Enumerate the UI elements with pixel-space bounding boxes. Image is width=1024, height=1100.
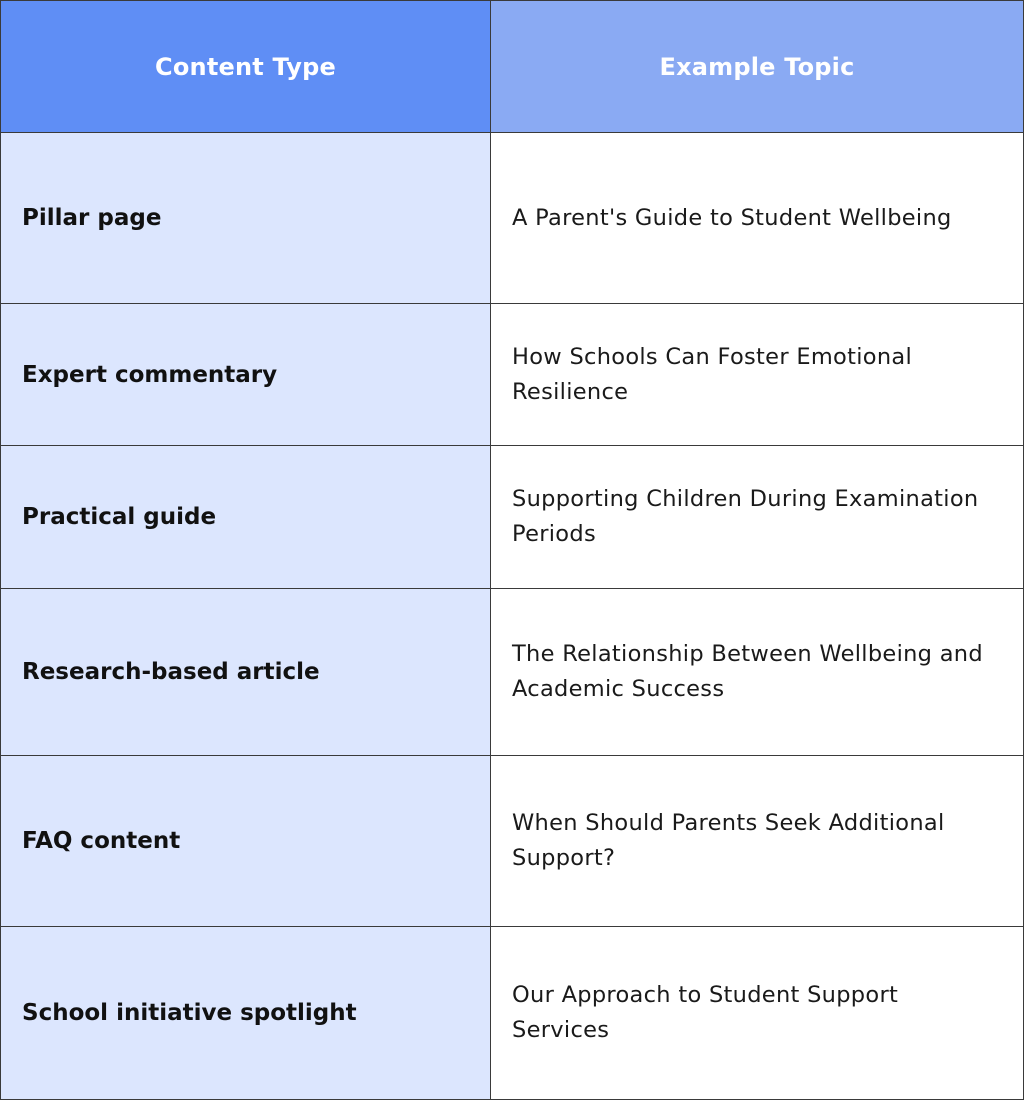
example-topic-text: Our Approach to Student Support Services xyxy=(512,982,899,1043)
content-type-label: Pillar page xyxy=(22,205,162,231)
header-example-topic xyxy=(491,0,1024,133)
content-type-label: School initiative spotlight xyxy=(22,1000,357,1026)
example-topic-text: A Parent's Guide to Student Wellbeing xyxy=(512,204,952,231)
table-row-topic xyxy=(491,589,1024,756)
header-label: Example Topic xyxy=(659,52,855,81)
table-row-topic xyxy=(491,133,1024,304)
header-content-type xyxy=(0,0,491,133)
table-row-topic xyxy=(491,304,1024,446)
header-label: Content Type xyxy=(155,52,336,81)
table-row-topic xyxy=(491,446,1024,589)
content-type-label: FAQ content xyxy=(22,828,181,854)
table-row-type xyxy=(0,304,491,446)
content-type-label: Expert commentary xyxy=(22,361,278,388)
table-row-type xyxy=(0,133,491,304)
example-topic-text: The Relationship Between Wellbeing and Academic Success xyxy=(512,641,983,702)
content-type-label: Practical guide xyxy=(22,504,217,530)
example-topic-text: When Should Parents Seek Additional Support? xyxy=(512,810,945,871)
table-row-topic xyxy=(491,927,1024,1100)
table-row-topic xyxy=(491,756,1024,927)
table-row-type xyxy=(0,589,491,756)
example-topic-text: How Schools Can Foster Emotional Resilience xyxy=(512,343,913,405)
table-row-type xyxy=(0,446,491,589)
example-topic-text: Supporting Children During Examination Periods xyxy=(512,486,979,547)
table-row-type xyxy=(0,927,491,1100)
content-type-label: Research-based article xyxy=(22,659,320,685)
table-row-type xyxy=(0,756,491,927)
